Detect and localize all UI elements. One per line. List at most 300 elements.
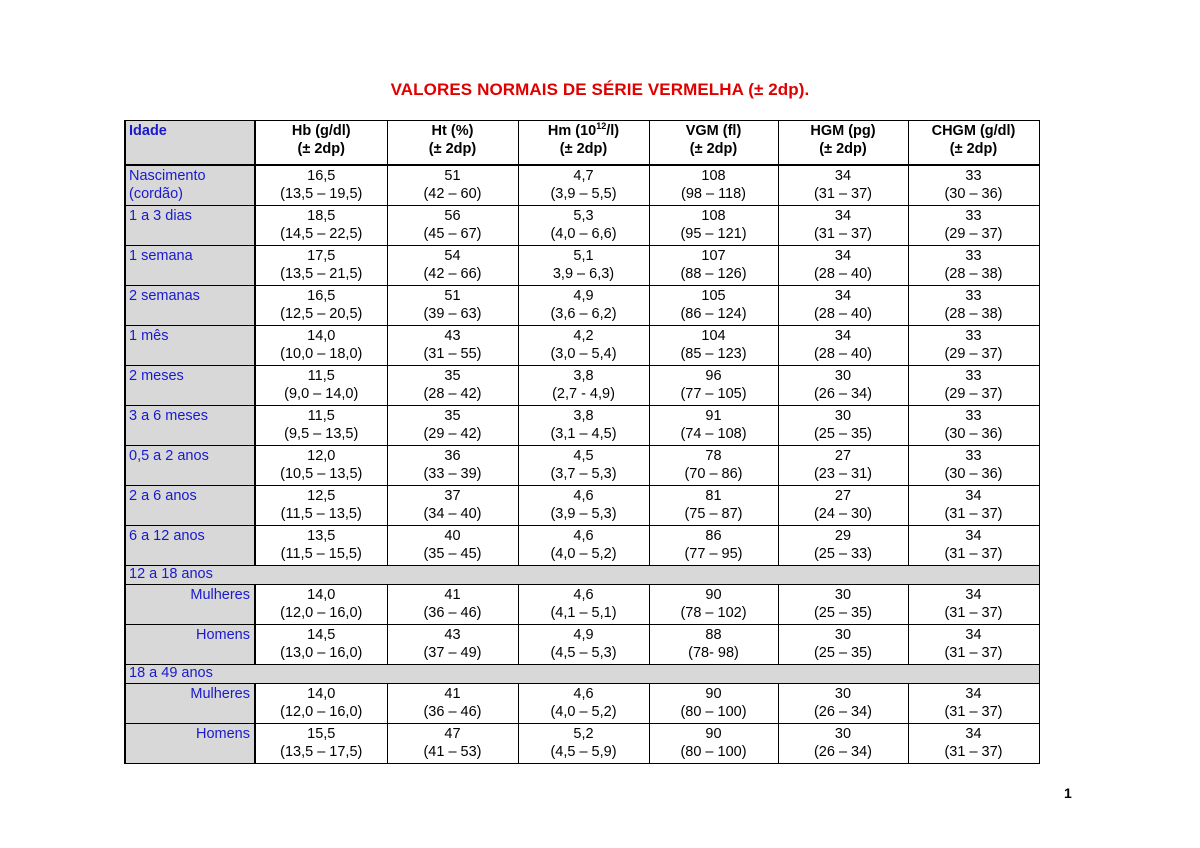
hgm-cell (778, 286, 908, 326)
vgm-value: 78 (705, 448, 722, 464)
vgm-range: (80 – 100) (680, 704, 747, 720)
age-label: 2 semanas (129, 288, 200, 304)
ht-cell (387, 326, 518, 366)
ht-range: (28 – 42) (423, 386, 482, 402)
chgm-cell (908, 206, 1039, 246)
ht-range: (34 – 40) (423, 506, 482, 522)
ht-value: 54 (444, 248, 461, 264)
age-label: Homens (196, 726, 250, 742)
hm-value: 4,6 (573, 686, 594, 702)
table-row (125, 206, 1039, 246)
hm-range: (4,0 – 5,2) (550, 546, 617, 562)
vgm-value: 86 (705, 528, 722, 544)
hm-range: (3,6 – 6,2) (550, 306, 617, 322)
chgm-value: 33 (965, 288, 982, 304)
ht-cell (387, 625, 518, 665)
ht-range: (42 – 66) (423, 266, 482, 282)
hb-range: (13,5 – 19,5) (280, 186, 363, 202)
ht-range: (36 – 46) (423, 704, 482, 720)
hm-value: 3,8 (573, 408, 594, 424)
chgm-cell (908, 165, 1039, 206)
age-cell (125, 406, 255, 446)
table-row (125, 165, 1039, 206)
vgm-value: 90 (705, 686, 722, 702)
age-label: Nascimento (129, 168, 206, 184)
chgm-range: (28 – 38) (944, 266, 1003, 282)
hb-cell (255, 684, 387, 724)
ht-value: 36 (444, 448, 461, 464)
vgm-range: (95 – 121) (680, 226, 747, 242)
hgm-range: (26 – 34) (813, 386, 873, 402)
chgm-range: (31 – 37) (944, 506, 1003, 522)
hb-cell (255, 406, 387, 446)
hm-range: (4,0 – 6,6) (550, 226, 617, 242)
vgm-range: (70 – 86) (684, 466, 743, 482)
hgm-value: 27 (834, 488, 852, 504)
age-label: 0,5 a 2 anos (129, 448, 209, 464)
age-cell (125, 486, 255, 526)
hm-range: (3,7 – 5,3) (550, 466, 617, 482)
hm-value: 4,2 (573, 328, 594, 344)
hm-cell (518, 286, 649, 326)
hm-cell (518, 724, 649, 764)
hgm-range: (26 – 34) (813, 704, 873, 720)
hgm-range: (25 – 33) (813, 546, 873, 562)
chgm-value: 34 (965, 488, 982, 504)
age-cell (125, 366, 255, 406)
ht-value: 41 (444, 686, 461, 702)
header-hb (255, 121, 387, 166)
hb-value: 11,5 (307, 368, 335, 384)
ht-value: 40 (444, 528, 461, 544)
ht-value: 51 (444, 288, 461, 304)
hgm-value: 29 (834, 528, 852, 544)
age-label: 1 mês (129, 328, 169, 344)
hgm-cell (778, 206, 908, 246)
hgm-cell (778, 406, 908, 446)
chgm-range: (31 – 37) (944, 605, 1003, 621)
table-row (125, 366, 1039, 406)
header-hm (518, 121, 649, 166)
hb-cell (255, 286, 387, 326)
chgm-cell (908, 486, 1039, 526)
hb-cell (255, 724, 387, 764)
hgm-range: (25 – 35) (813, 645, 873, 661)
chgm-value: 34 (965, 587, 982, 603)
ht-value: 56 (444, 208, 461, 224)
hgm-cell (778, 684, 908, 724)
age-cell (125, 684, 255, 724)
hb-cell (255, 446, 387, 486)
hm-cell (518, 206, 649, 246)
header-age-label: Idade (129, 123, 167, 139)
age-cell (125, 625, 255, 665)
hm-range: (3,9 – 5,3) (550, 506, 617, 522)
table-row (125, 406, 1039, 446)
vgm-cell (649, 446, 778, 486)
hgm-value: 34 (834, 248, 852, 264)
ht-cell (387, 446, 518, 486)
table-row (125, 326, 1039, 366)
hb-range: (12,5 – 20,5) (280, 306, 363, 322)
ht-value: 37 (444, 488, 461, 504)
hm-value: 4,5 (573, 448, 594, 464)
ht-cell (387, 526, 518, 566)
ht-cell (387, 165, 518, 206)
chgm-cell (908, 286, 1039, 326)
hm-value: 5,2 (573, 726, 594, 742)
hm-cell (518, 684, 649, 724)
hm-value: 5,1 (573, 248, 594, 264)
hb-cell (255, 165, 387, 206)
chgm-range: (28 – 38) (944, 306, 1003, 322)
vgm-value: 88 (705, 627, 722, 643)
ht-value: 35 (444, 368, 461, 384)
header-hm-label (519, 122, 649, 140)
table-row (125, 625, 1039, 665)
chgm-range: (29 – 37) (944, 346, 1003, 362)
hb-value: 16,5 (307, 288, 336, 304)
ht-range: (41 – 53) (423, 744, 482, 760)
age-label: 2 a 6 anos (129, 488, 197, 504)
header-vgm-sub: (± 2dp) (689, 141, 738, 157)
hgm-range: (31 – 37) (813, 186, 873, 202)
header-hb-sub: (± 2dp) (297, 141, 345, 157)
hgm-value: 30 (834, 627, 852, 643)
hm-range: (4,5 – 5,9) (550, 744, 617, 760)
hb-range: (12,0 – 16,0) (280, 704, 363, 720)
table-row (125, 486, 1039, 526)
vgm-range: (77 – 95) (684, 546, 743, 562)
vgm-value: 104 (701, 328, 726, 344)
hgm-value: 27 (834, 448, 852, 464)
chgm-value: 33 (965, 328, 982, 344)
hb-value: 16,5 (307, 168, 336, 184)
hb-range: (10,0 – 18,0) (280, 346, 363, 362)
hgm-cell (778, 526, 908, 566)
hb-cell (255, 585, 387, 625)
vgm-value: 90 (705, 726, 722, 742)
hm-range: (4,0 – 5,2) (550, 704, 617, 720)
ht-range: (45 – 67) (423, 226, 482, 242)
vgm-value: 108 (701, 208, 726, 224)
vgm-cell (649, 206, 778, 246)
age-cell (125, 724, 255, 764)
hm-value: 4,6 (573, 488, 594, 504)
chgm-value: 34 (965, 528, 982, 544)
vgm-cell (649, 526, 778, 566)
hgm-range: (25 – 35) (813, 605, 873, 621)
ht-range: (35 – 45) (423, 546, 482, 562)
hb-value: 12,0 (307, 448, 336, 464)
vgm-cell (649, 286, 778, 326)
hb-value: 14,5 (307, 627, 336, 643)
hb-cell (255, 486, 387, 526)
ht-range: (31 – 55) (423, 346, 482, 362)
chgm-cell (908, 526, 1039, 566)
vgm-range: (98 – 118) (680, 186, 747, 202)
table-row (125, 526, 1039, 566)
page-number: 1 (1064, 785, 1072, 801)
age-cell (125, 585, 255, 625)
hb-range: (9,0 – 14,0) (284, 386, 359, 402)
header-ht-sub: (± 2dp) (428, 141, 477, 157)
table-row (125, 246, 1039, 286)
hgm-range: (31 – 37) (813, 226, 873, 242)
ht-range: (29 – 42) (423, 426, 482, 442)
ht-cell (387, 406, 518, 446)
hgm-value: 34 (834, 328, 852, 344)
hb-value: 14,0 (307, 686, 336, 702)
hb-range: (13,5 – 17,5) (280, 744, 363, 760)
ht-value: 51 (444, 168, 461, 184)
vgm-range: (78 – 102) (680, 605, 747, 621)
hm-cell (518, 585, 649, 625)
group-row (125, 566, 1039, 585)
hm-range: (4,1 – 5,1) (550, 605, 617, 621)
ht-cell (387, 684, 518, 724)
chgm-range: (31 – 37) (944, 704, 1003, 720)
ht-value: 43 (444, 328, 461, 344)
header-hgm-label: HGM (pg) (810, 123, 876, 139)
vgm-value: 90 (705, 587, 722, 603)
hb-range: (14,5 – 22,5) (280, 226, 363, 242)
hm-cell (518, 165, 649, 206)
chgm-cell (908, 684, 1039, 724)
header-hm-unit: /l) (606, 123, 620, 139)
hgm-cell (778, 585, 908, 625)
chgm-value: 33 (965, 368, 982, 384)
age-label: (cordão) (129, 186, 183, 202)
hb-range: (10,5 – 13,5) (280, 466, 363, 482)
header-chgm-label: CHGM (g/dl) (931, 123, 1016, 139)
hgm-cell (778, 486, 908, 526)
hb-range: (11,5 – 13,5) (280, 506, 362, 522)
ht-range: (42 – 60) (423, 186, 482, 202)
hb-value: 11,5 (307, 408, 335, 424)
hb-cell (255, 526, 387, 566)
hm-cell (518, 486, 649, 526)
table-row (125, 724, 1039, 764)
chgm-value: 33 (965, 408, 982, 424)
ht-range: (39 – 63) (423, 306, 482, 322)
ht-range: (37 – 49) (423, 645, 482, 661)
hb-value: 18,5 (307, 208, 336, 224)
chgm-value: 34 (965, 686, 982, 702)
chgm-range: (31 – 37) (944, 744, 1003, 760)
ht-cell (387, 206, 518, 246)
chgm-value: 34 (965, 627, 982, 643)
hgm-value: 30 (834, 368, 852, 384)
group-label: 18 a 49 anos (125, 665, 1039, 684)
table-row (125, 585, 1039, 625)
table-row (125, 446, 1039, 486)
chgm-range: (31 – 37) (944, 546, 1003, 562)
hb-value: 13,5 (307, 528, 336, 544)
blood-values-table (124, 120, 1040, 764)
chgm-range: (31 – 37) (944, 645, 1003, 661)
vgm-cell (649, 326, 778, 366)
vgm-range: (86 – 124) (680, 306, 747, 322)
age-cell (125, 526, 255, 566)
chgm-cell (908, 326, 1039, 366)
hgm-range: (28 – 40) (813, 346, 873, 362)
header-hb-label: Hb (g/dl) (291, 123, 351, 139)
vgm-value: 81 (705, 488, 722, 504)
age-label: Homens (196, 627, 250, 643)
hb-value: 17,5 (307, 248, 336, 264)
hm-cell (518, 326, 649, 366)
page-title: VALORES NORMAIS DE SÉRIE VERMELHA (± 2dp). (390, 80, 810, 99)
header-hm-base: Hm (10 (547, 123, 597, 139)
hm-value: 4,7 (573, 168, 594, 184)
hgm-range: (25 – 35) (813, 426, 873, 442)
age-label: 6 a 12 anos (129, 528, 205, 544)
ht-cell (387, 486, 518, 526)
hb-cell (255, 326, 387, 366)
age-label: Mulheres (190, 587, 250, 603)
hm-range: (3,0 – 5,4) (550, 346, 617, 362)
hm-range: (4,5 – 5,3) (550, 645, 617, 661)
ht-range: (33 – 39) (423, 466, 482, 482)
hgm-range: (28 – 40) (813, 266, 873, 282)
hm-range: (3,1 – 4,5) (550, 426, 617, 442)
chgm-cell (908, 585, 1039, 625)
hgm-cell (778, 625, 908, 665)
header-ht (387, 121, 518, 166)
age-label: 1 semana (129, 248, 193, 264)
hb-value: 14,0 (307, 587, 336, 603)
hgm-value: 30 (834, 408, 852, 424)
hgm-cell (778, 165, 908, 206)
chgm-range: (30 – 36) (944, 186, 1003, 202)
hb-range: (12,0 – 16,0) (280, 605, 363, 621)
chgm-cell (908, 724, 1039, 764)
hm-range: (2,7 - 4,9) (552, 386, 615, 402)
chgm-range: (30 – 36) (944, 426, 1003, 442)
header-vgm (649, 121, 778, 166)
header-age (125, 121, 255, 166)
table-row (125, 684, 1039, 724)
header-vgm-label: VGM (fl) (685, 123, 742, 139)
chgm-cell (908, 246, 1039, 286)
hgm-cell (778, 724, 908, 764)
hb-value: 15,5 (307, 726, 336, 742)
hm-range: (3,9 – 5,5) (550, 186, 617, 202)
ht-cell (387, 724, 518, 764)
hgm-value: 34 (834, 288, 852, 304)
vgm-cell (649, 165, 778, 206)
chgm-cell (908, 446, 1039, 486)
vgm-cell (649, 684, 778, 724)
hgm-range: (23 – 31) (813, 466, 873, 482)
ht-cell (387, 246, 518, 286)
chgm-range: (29 – 37) (944, 226, 1003, 242)
header-row (125, 121, 1039, 166)
hm-cell (518, 406, 649, 446)
hb-range: (13,0 – 16,0) (280, 645, 363, 661)
hm-value: 5,3 (573, 208, 594, 224)
hgm-range: (26 – 34) (813, 744, 873, 760)
hb-range: (13,5 – 21,5) (280, 266, 363, 282)
hb-cell (255, 206, 387, 246)
age-cell (125, 326, 255, 366)
ht-range: (36 – 46) (423, 605, 482, 621)
age-cell (125, 165, 255, 206)
header-chgm-sub: (± 2dp) (949, 141, 998, 157)
hm-cell (518, 625, 649, 665)
vgm-cell (649, 585, 778, 625)
table-row (125, 286, 1039, 326)
ht-cell (387, 585, 518, 625)
vgm-range: (88 – 126) (680, 266, 747, 282)
vgm-value: 91 (705, 408, 722, 424)
hb-value: 14,0 (307, 328, 336, 344)
hm-range: 3,9 – 6,3) (552, 266, 615, 282)
hm-cell (518, 526, 649, 566)
hgm-value: 30 (834, 587, 852, 603)
hgm-value: 30 (834, 686, 852, 702)
vgm-cell (649, 486, 778, 526)
age-cell (125, 246, 255, 286)
vgm-cell (649, 724, 778, 764)
chgm-range: (29 – 37) (944, 386, 1003, 402)
ht-cell (387, 366, 518, 406)
chgm-cell (908, 406, 1039, 446)
vgm-cell (649, 366, 778, 406)
vgm-value: 105 (701, 288, 726, 304)
hb-value: 12,5 (307, 488, 336, 504)
group-label: 12 a 18 anos (125, 566, 1039, 585)
age-cell (125, 286, 255, 326)
header-ht-label: Ht (%) (431, 123, 474, 139)
hb-cell (255, 246, 387, 286)
hm-cell (518, 246, 649, 286)
vgm-range: (74 – 108) (680, 426, 747, 442)
age-label: Mulheres (190, 686, 250, 702)
vgm-value: 108 (701, 168, 726, 184)
hgm-cell (778, 326, 908, 366)
vgm-range: (80 – 100) (680, 744, 747, 760)
hm-value: 4,9 (573, 627, 594, 643)
table-body (125, 121, 1039, 764)
age-label: 2 meses (129, 368, 184, 384)
vgm-range: (77 – 105) (680, 386, 747, 402)
hb-cell (255, 625, 387, 665)
hgm-value: 30 (834, 726, 852, 742)
hm-cell (518, 366, 649, 406)
hb-range: (9,5 – 13,5) (284, 426, 359, 442)
vgm-range: (75 – 87) (684, 506, 743, 522)
hgm-range: (24 – 30) (813, 506, 873, 522)
ht-cell (387, 286, 518, 326)
hgm-cell (778, 366, 908, 406)
hgm-cell (778, 246, 908, 286)
vgm-value: 96 (705, 368, 722, 384)
hm-value: 4,9 (573, 288, 594, 304)
ht-value: 41 (444, 587, 461, 603)
header-hgm (778, 121, 908, 166)
hm-value: 4,6 (573, 528, 594, 544)
chgm-value: 34 (965, 726, 982, 742)
hgm-range: (28 – 40) (813, 306, 873, 322)
header-hm-exp: 12 (596, 121, 607, 131)
chgm-value: 33 (965, 168, 982, 184)
vgm-range: (85 – 123) (680, 346, 747, 362)
chgm-value: 33 (965, 248, 982, 264)
hm-cell (518, 446, 649, 486)
header-hm-sub: (± 2dp) (559, 141, 608, 157)
